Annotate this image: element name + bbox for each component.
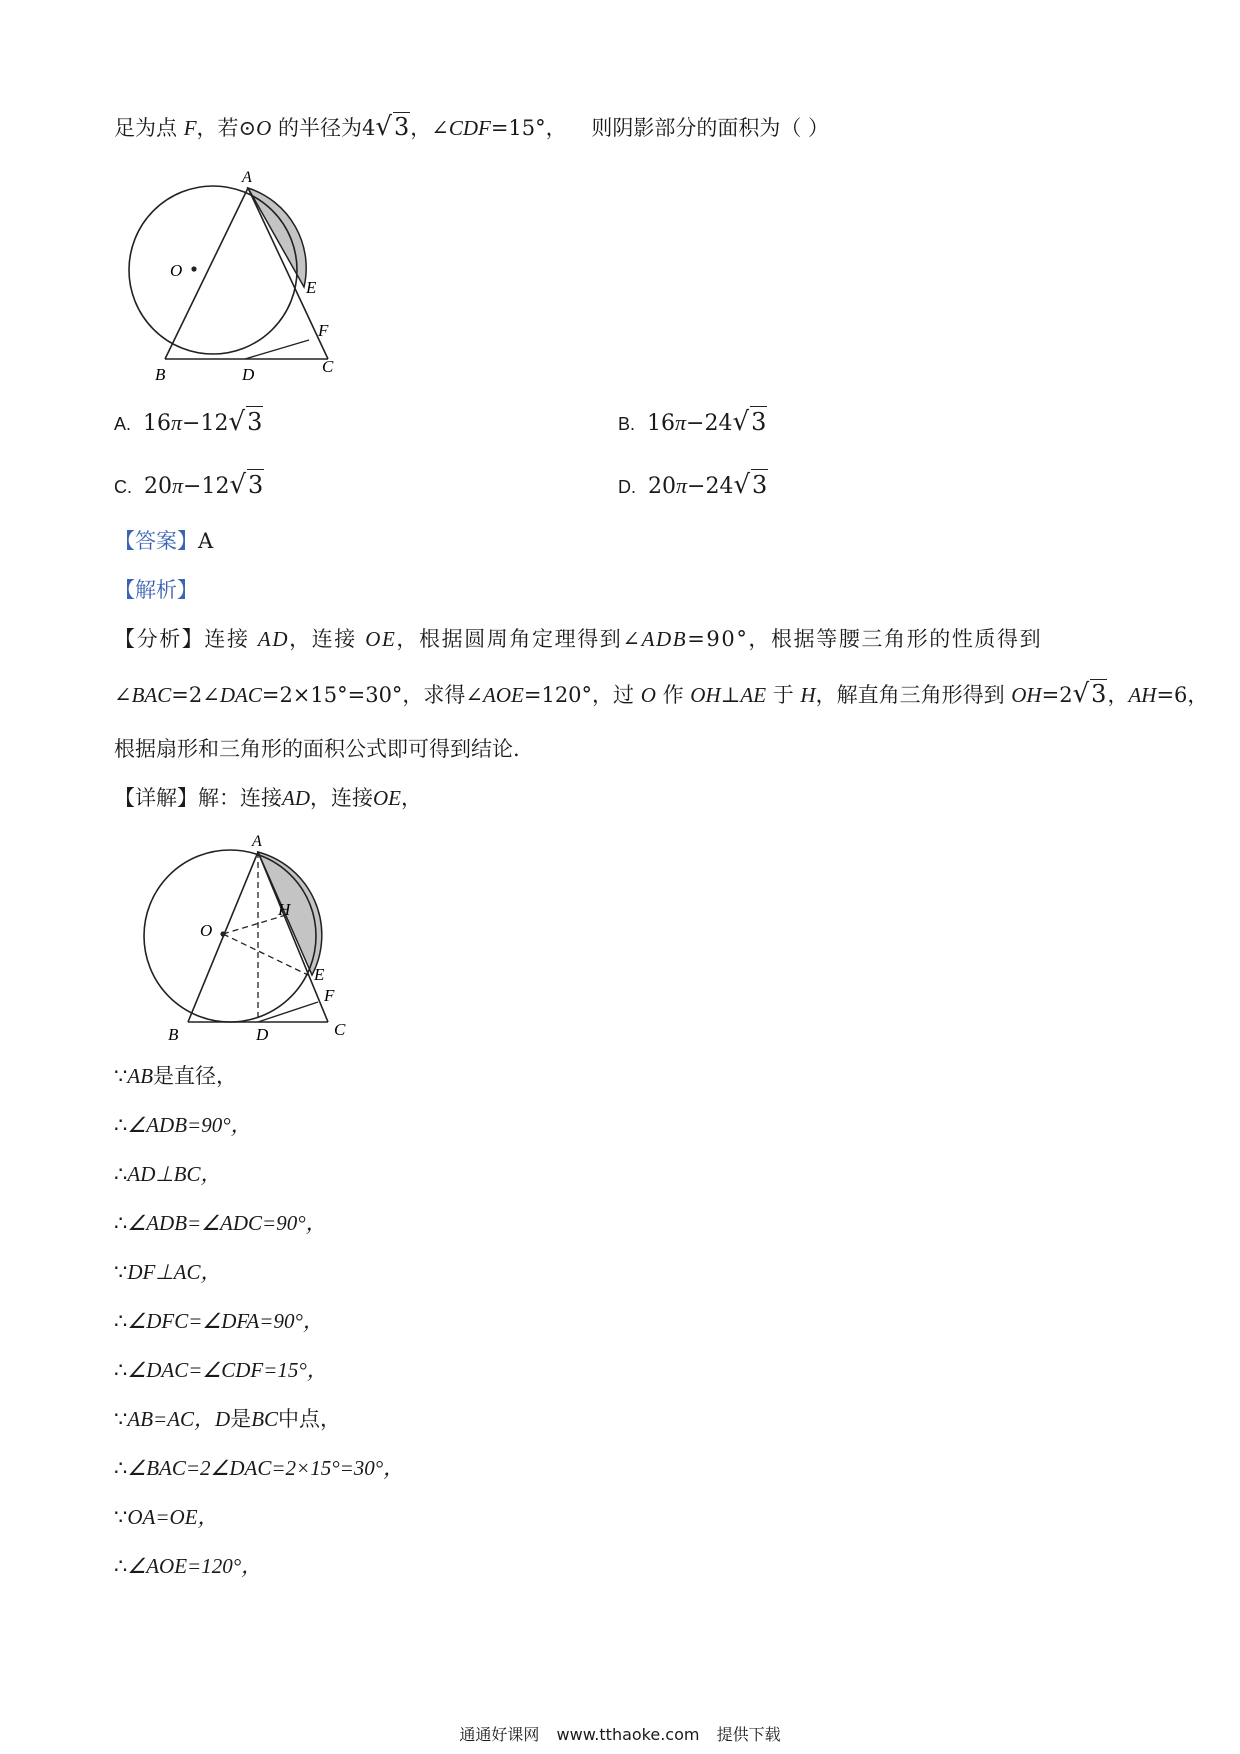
math-label: AH [1128, 683, 1157, 707]
step-symbol: ∴ [114, 1554, 128, 1578]
option-letter: C. [114, 477, 132, 497]
step-line [114, 1454, 404, 1482]
option-minus: −24 [687, 474, 734, 499]
step-line [114, 1062, 237, 1090]
segment-ac [248, 188, 328, 359]
step-math: AB [127, 1064, 154, 1088]
point-label: F [183, 116, 197, 140]
step-line [114, 1111, 252, 1139]
option-letter: B. [618, 414, 636, 434]
question-text: 的半径为 [277, 116, 362, 140]
analysis-line-3 [114, 735, 520, 763]
step-symbol: ∵ [114, 1407, 128, 1431]
option-minus: −24 [686, 411, 733, 436]
step-symbol: ∵ [114, 1064, 128, 1088]
pi-symbol: π [675, 410, 687, 435]
sqrt-expression: √3 [733, 470, 768, 500]
step-text: 中点， [278, 1407, 342, 1431]
analysis-text: ，根据圆周角定理得到∠ [396, 627, 642, 651]
analysis-line-1 [114, 625, 1042, 653]
option-coef: 20 [144, 474, 172, 499]
pi-symbol: π [171, 410, 183, 435]
analysis-text: 根据扇形和三角形的面积公式即可得到结论. [114, 737, 520, 761]
label-d: D [242, 365, 255, 384]
analysis-text: =2×15°=30°，求得∠ [261, 683, 484, 707]
analysis-text: ， [1107, 683, 1129, 707]
sqrt-expression: √3 [732, 407, 767, 437]
geometry-figure-1 [110, 160, 360, 390]
detail-line [114, 784, 422, 812]
radicand: 3 [1091, 680, 1107, 708]
step-symbol: ∵ [114, 1505, 128, 1529]
math-label: OH [1011, 683, 1042, 707]
page-footer [0, 1722, 1240, 1745]
option-coef: 20 [648, 474, 676, 499]
step-math: ∠BAC=2∠DAC=2×15°=30°， [127, 1456, 405, 1480]
radicand: 3 [393, 113, 410, 141]
circle-symbol: ⊙ [238, 116, 257, 140]
label-c: C [322, 357, 334, 376]
segment-df [258, 1002, 318, 1022]
analysis-text: ，连接 [289, 627, 357, 651]
sqrt-expression: √3 [1072, 679, 1107, 709]
math-label: AD [282, 786, 310, 810]
analysis-text: =6， [1156, 683, 1209, 707]
label-a: A [242, 169, 252, 186]
footer-url[interactable]: www.tthaoke.com [556, 1725, 700, 1744]
question-text: ，若 [196, 116, 239, 140]
label-f: F [318, 321, 329, 340]
step-symbol: ∴ [114, 1456, 128, 1480]
detail-text: 【详解】解：连接 [114, 786, 282, 810]
footer-download-text: 提供下载 [716, 1725, 781, 1744]
radius-coefficient: 4 [361, 116, 376, 140]
option-b [618, 406, 767, 439]
step-line [114, 1356, 328, 1384]
label-o: O [170, 261, 183, 280]
label-o: O [200, 921, 213, 940]
analysis-text: ，解直角三角形得到 [815, 683, 1005, 707]
math-label: DAC [219, 683, 262, 707]
option-minus: −12 [183, 474, 230, 499]
step-math: DF⊥AC， [127, 1260, 222, 1284]
analysis-text: ∠ [114, 683, 132, 707]
analysis-text: 于 [772, 683, 794, 707]
label-f: F [324, 986, 335, 1005]
analysis-label: 【解析】 [114, 578, 198, 602]
segment-oh-dashed [223, 915, 286, 934]
step-math: ∠AOE=120°， [127, 1554, 263, 1578]
label-b: B [168, 1025, 179, 1044]
option-coef: 16 [143, 411, 172, 436]
point-label: O [256, 116, 272, 140]
option-minus: −12 [182, 411, 229, 436]
analysis-text: ⊥ [720, 683, 741, 707]
step-math: ∠DFC=∠DFA=90°， [127, 1309, 324, 1333]
step-symbol: ∴ [114, 1358, 128, 1382]
step-line [114, 1209, 327, 1237]
analysis-label-line [114, 576, 198, 604]
math-label: OE [365, 627, 397, 651]
step-text: 是直径， [153, 1064, 238, 1088]
answer-line [114, 527, 213, 555]
option-d [618, 469, 768, 502]
label-h: H [278, 900, 291, 919]
sqrt-expression: √3 [375, 112, 410, 142]
option-c [114, 469, 264, 502]
radicand: 3 [247, 408, 263, 436]
label-c: C [334, 1020, 346, 1039]
label-a: A [252, 833, 262, 850]
pi-symbol: π [172, 473, 184, 498]
step-math: OA=OE， [127, 1505, 219, 1529]
step-line [114, 1160, 222, 1188]
answer-value: A [198, 529, 214, 553]
footer-site-name: 通通好课网 [459, 1725, 540, 1744]
step-line [114, 1307, 324, 1335]
math-label: H [800, 683, 816, 707]
angle-label: CDF [448, 116, 491, 140]
sqrt-expression: √3 [229, 470, 264, 500]
center-dot [220, 931, 225, 936]
label-e: E [314, 965, 325, 984]
sqrt-expression: √3 [228, 407, 263, 437]
math-label: BAC [131, 683, 172, 707]
question-line [114, 112, 829, 142]
detail-text: ，连接 [310, 786, 373, 810]
step-text: 是 [230, 1407, 252, 1431]
math-label: AD [257, 627, 290, 651]
label-d: D [256, 1025, 269, 1044]
analysis-text: =2∠ [171, 683, 220, 707]
step-symbol: ∴ [114, 1309, 128, 1333]
math-label: OE [373, 786, 401, 810]
math-label: O [640, 683, 656, 707]
step-symbol: ∵ [114, 1260, 128, 1284]
step-math: ∠DAC=∠CDF=15°， [127, 1358, 328, 1382]
center-dot [191, 266, 196, 271]
question-text: =15°， [490, 116, 567, 140]
question-text: 则阴影部分的面积为（ ） [591, 116, 830, 140]
step-symbol: ∴ [114, 1162, 128, 1186]
analysis-line-2 [114, 679, 1208, 709]
pi-symbol: π [676, 473, 688, 498]
option-letter: D. [618, 477, 636, 497]
option-coef: 16 [647, 411, 676, 436]
step-math: AD⊥BC， [127, 1162, 222, 1186]
step-math: AB=AC，D [127, 1407, 231, 1431]
analysis-text: 【分析】连接 [114, 627, 250, 651]
step-line [114, 1405, 341, 1433]
question-text: 足为点 [114, 116, 177, 140]
step-symbol: ∴ [114, 1113, 128, 1137]
label-e: E [306, 278, 317, 297]
step-math: ∠ADB=90°， [127, 1113, 252, 1137]
label-b: B [155, 365, 166, 384]
step-math: ∠ADB=∠ADC=90°， [127, 1211, 327, 1235]
step-line [114, 1552, 262, 1580]
option-letter: A. [114, 414, 132, 434]
radicand: 3 [751, 408, 767, 436]
analysis-text: =90°，根据等腰三角形的性质得到 [687, 627, 1043, 651]
analysis-text: =120°，过 [523, 683, 635, 707]
step-line [114, 1258, 222, 1286]
math-label: AOE [483, 683, 524, 707]
step-line [114, 1503, 219, 1531]
math-label: OH [690, 683, 721, 707]
step-math: BC [251, 1407, 279, 1431]
detail-text: ， [401, 786, 422, 810]
analysis-text: =2 [1041, 683, 1073, 707]
option-a [114, 406, 263, 439]
math-label: AE [740, 683, 767, 707]
radicand: 3 [752, 471, 768, 499]
segment-ab [188, 852, 258, 1022]
answer-label: 【答案】 [114, 529, 198, 553]
math-label: ADB [641, 627, 688, 651]
geometry-figure-2 [118, 830, 368, 1056]
question-text: ，∠ [410, 116, 449, 140]
segment-oe-dashed [223, 934, 308, 975]
analysis-text: 作 [662, 683, 684, 707]
radicand: 3 [248, 471, 264, 499]
step-symbol: ∴ [114, 1211, 128, 1235]
